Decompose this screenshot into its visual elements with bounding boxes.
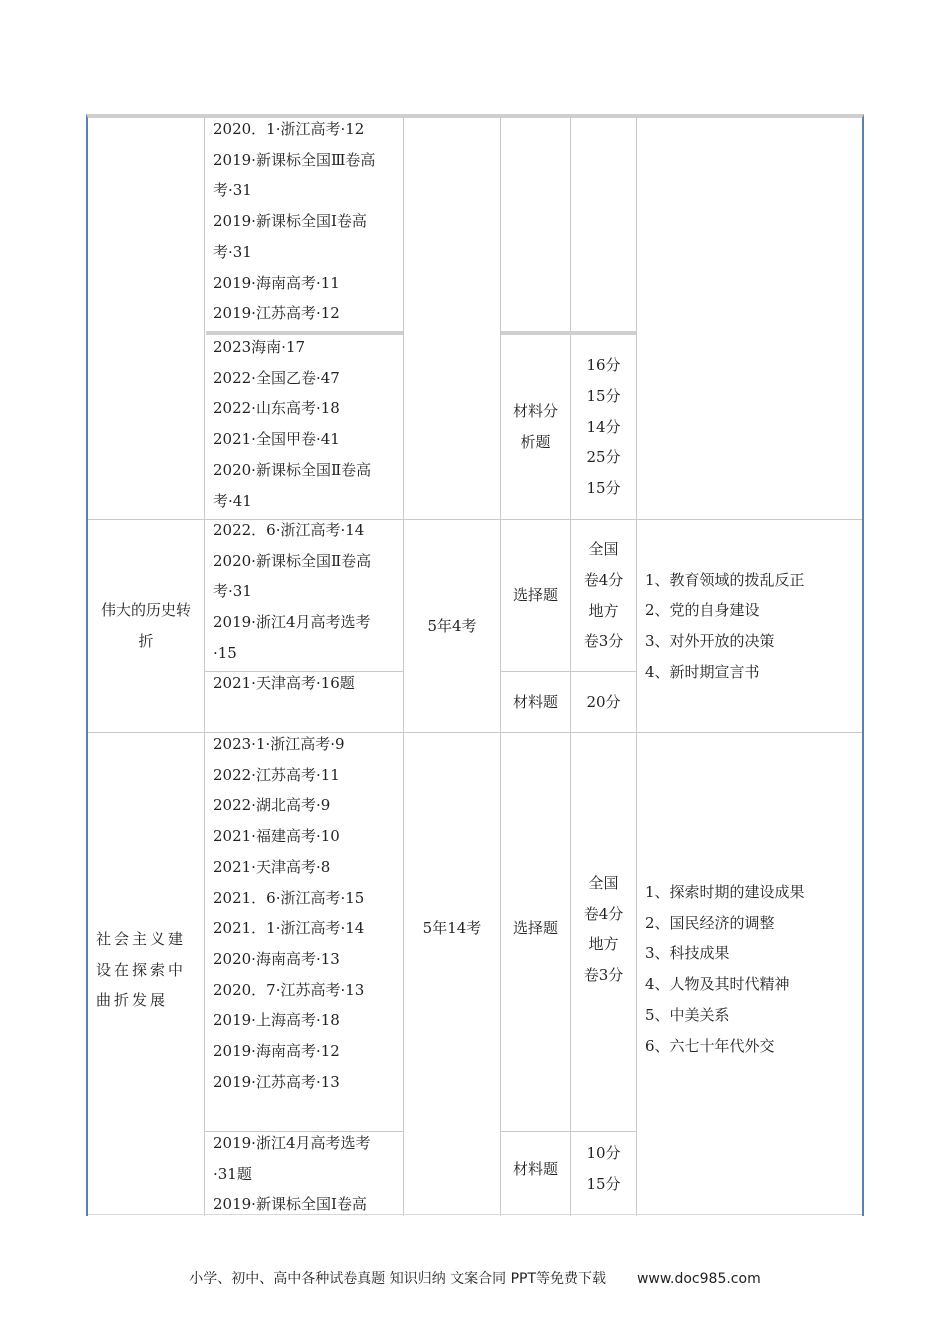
footer-text: 小学、初中、高中各种试卷真题 知识归纳 文案合同 PPT等免费下载 bbox=[189, 1271, 607, 1287]
source-list: 2022．6·浙江高考·14 2020·新课标全国Ⅱ卷高 考·31 2019·浙江4月高考选考 ·15 bbox=[213, 521, 372, 662]
exam-frequency: 5年4考 bbox=[427, 616, 477, 635]
table-bottom bbox=[88, 1214, 862, 1215]
question-type: 选择题 bbox=[512, 586, 558, 605]
source-list: 2019·浙江4月高考选考 ·31题 2019·新课标全国Ⅰ卷高 bbox=[213, 1134, 371, 1214]
score-list: 全国 卷4分 地方 卷3分 bbox=[583, 874, 624, 985]
question-type: 材料题 bbox=[512, 1160, 558, 1178]
source-list: 2023海南·17 2022·全国乙卷·47 2022·山东高考·18 2021·全国甲卷·41 2020·新课标全国Ⅱ卷高 考·41 bbox=[213, 338, 372, 510]
score-list: 全国 卷4分 地方 卷3分 bbox=[583, 540, 624, 651]
question-type: 选择题 bbox=[512, 919, 558, 937]
row-divider bbox=[500, 1131, 637, 1132]
knowledge-points: 1、探索时期的建设成果 2、国民经济的调整 3、科技成果 4、人物及其时代精神 5、中美关系 6、六七十年代外交 bbox=[645, 883, 805, 1055]
footer-site-link[interactable]: www.doc985.com bbox=[636, 1271, 761, 1287]
column-divider bbox=[636, 116, 637, 1216]
source-list: 2021·天津高考·16题 bbox=[213, 674, 355, 692]
row-divider bbox=[88, 732, 862, 733]
score-list: 10分 15分 bbox=[586, 1144, 621, 1193]
score-list: 20分 bbox=[586, 692, 621, 711]
page-footer bbox=[0, 1268, 950, 1288]
score-list: 16分 15分 14分 25分 15分 bbox=[586, 356, 621, 498]
exam-frequency: 5年14考 bbox=[422, 919, 482, 937]
source-list: 2023·1·浙江高考·9 2022·江苏高考·11 2022·湖北高考·9 2021·福建高考·10 2021·天津高考·8 2021．6·浙江高考·15 2021．1·浙江高考·14 2020·海南高考·13 2020．7·江苏高考·13 2019·上海高考·18 2019·海南高考·12 2019·江苏高考·13 bbox=[213, 735, 365, 1091]
question-type: 材料题 bbox=[512, 692, 558, 711]
topic-cell: 伟大的历史转 折 bbox=[100, 601, 191, 650]
topic-cell: 社会主义建 设在探索中 曲折发展 bbox=[96, 930, 187, 1010]
source-list: 2020．1·浙江高考·12 2019·新课标全国Ⅲ卷高 考·31 2019·新课标全国Ⅰ卷高 考·31 2019·海南高考·11 2019·江苏高考·12 bbox=[213, 120, 376, 323]
column-divider bbox=[204, 116, 205, 1216]
question-type: 材料分 析题 bbox=[512, 402, 558, 451]
knowledge-points: 1、教育领域的拨乱反正 2、党的自身建设 3、对外开放的决策 4、新时期宣言书 bbox=[645, 570, 805, 681]
